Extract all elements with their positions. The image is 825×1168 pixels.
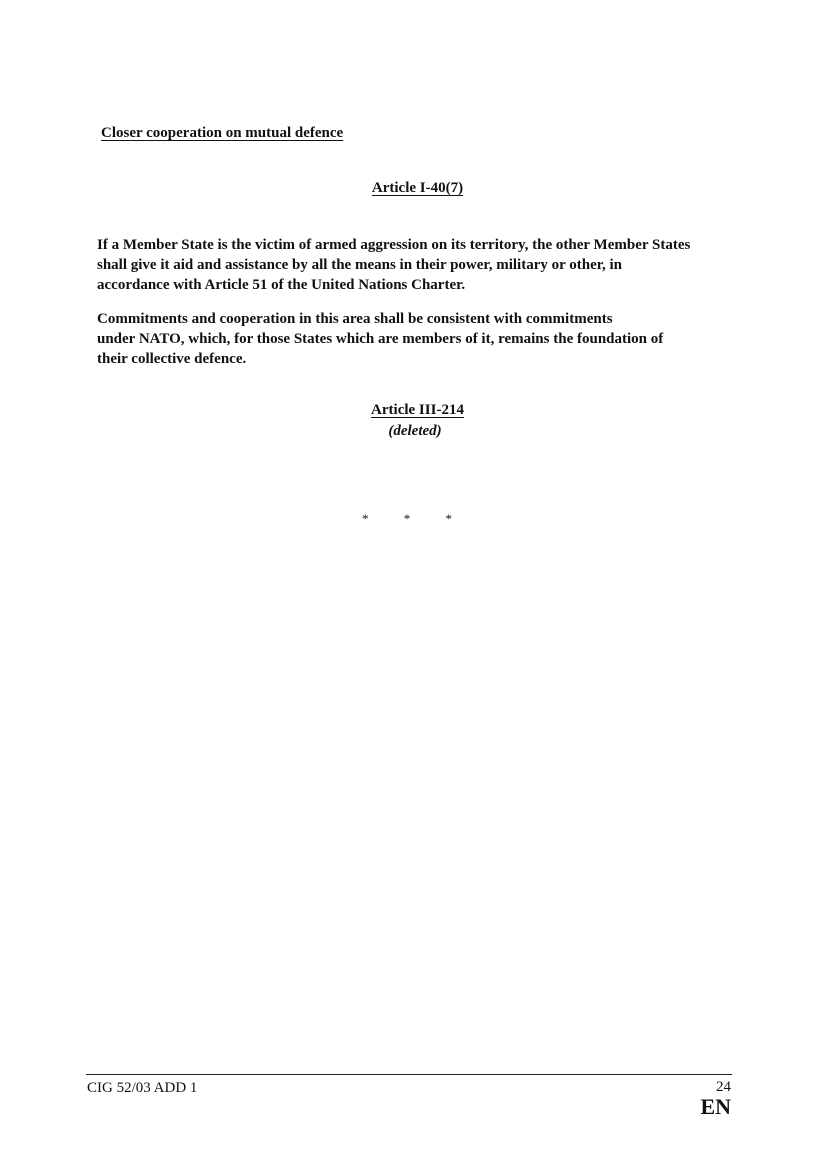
article-title-iii-214: Article III-214: [371, 402, 464, 418]
section-heading: Closer cooperation on mutual defence: [101, 125, 344, 141]
paragraph-line: accordance with Article 51 of the United Nations Charter.: [97, 277, 466, 293]
article-title-i-40-7: Article I-40(7): [371, 180, 464, 196]
footer-divider: [86, 1074, 732, 1075]
language-code: EN: [700, 1094, 731, 1119]
paragraph-line: under NATO, which, for those States which are members of it, remains the foundation of: [97, 331, 664, 347]
deleted-note: (deleted): [388, 423, 442, 439]
article-paragraph-2: [97, 309, 747, 369]
page-number: 24: [716, 1079, 731, 1095]
document-reference: CIG 52/03 ADD 1: [87, 1080, 198, 1096]
article-paragraph-1: [97, 235, 747, 295]
paragraph-line: If a Member State is the victim of armed aggression on its territory, the other Member States: [97, 237, 691, 253]
paragraph-line: shall give it aid and assistance by all the means in their power, military or other, in: [97, 257, 623, 273]
section-separator: * * *: [362, 511, 468, 526]
paragraph-line: Commitments and cooperation in this area shall be consistent with commitments: [97, 311, 613, 327]
paragraph-line: their collective defence.: [97, 351, 247, 367]
